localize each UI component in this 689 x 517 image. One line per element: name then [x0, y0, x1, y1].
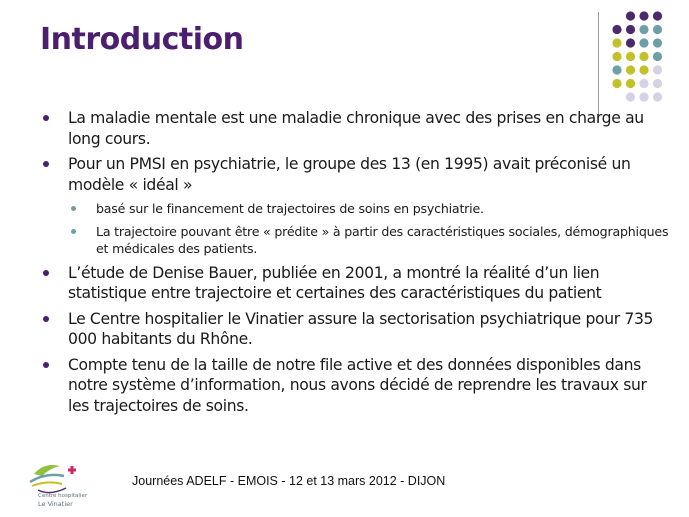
- decorative-dot: [626, 65, 635, 74]
- decorative-dot: [653, 79, 662, 88]
- decorative-dot: [653, 52, 662, 61]
- decorative-dot: [626, 38, 635, 47]
- decorative-dot: [639, 38, 648, 47]
- sub-bullet-item: La trajectoire pouvant être « prédite » à partir des caractéristiques sociales, démographiques et médicales des patients.: [40, 223, 672, 258]
- bullet-item: Compte tenu de la taille de notre file active et des données disponibles dans notre système d’information, nous avons décidé de reprendre les travaux sur les trajectoires de soins.: [40, 355, 672, 417]
- slide-body: [40, 108, 672, 421]
- decorative-dot: [626, 79, 635, 88]
- decorative-dot: [612, 79, 621, 88]
- decorative-dot: [639, 11, 648, 20]
- logo-caption: Centre hospitalier: [38, 493, 88, 499]
- slide-footer: Journées ADELF - EMOIS - 12 et 13 mars 2012 - DIJON: [132, 474, 446, 488]
- slide-title: Introduction: [40, 22, 244, 57]
- decorative-dot: [639, 79, 648, 88]
- decorative-dot: [653, 11, 662, 20]
- decorative-dot: [626, 11, 635, 20]
- decorative-dot: [639, 52, 648, 61]
- bullet-item: Le Centre hospitalier le Vinatier assure la sectorisation psychiatrique pour 735 000 habitants du Rhône.: [40, 309, 672, 350]
- decorative-dot: [653, 65, 662, 74]
- logo-caption: Le Vinatier: [38, 500, 73, 508]
- decorative-dot: [626, 25, 635, 34]
- decorative-dot: [653, 38, 662, 47]
- decorative-dot: [653, 92, 662, 101]
- decorative-dot: [626, 92, 635, 101]
- decorative-dot: [612, 38, 621, 47]
- decorative-dot: [653, 25, 662, 34]
- bullet-item: Pour un PMSI en psychiatrie, le groupe des 13 (en 1995) avait préconisé un modèle « idéal »: [40, 154, 672, 195]
- decorative-dot: [639, 92, 648, 101]
- decorative-dot: [626, 52, 635, 61]
- decorative-dot: [612, 52, 621, 61]
- decorative-dot: [612, 65, 621, 74]
- decorative-dot-grid: [0, 0, 689, 120]
- decorative-dot: [639, 65, 648, 74]
- bullet-item: La maladie mentale est une maladie chronique avec des prises en charge au long cours.: [40, 108, 672, 149]
- decorative-dot: [639, 25, 648, 34]
- sub-bullet-item: basé sur le financement de trajectoires de soins en psychiatrie.: [40, 200, 672, 218]
- bullet-item: L’étude de Denise Bauer, publiée en 2001, a montré la réalité d’un lien statistique entre trajectoire et certaines des caractéristiques du patient: [40, 263, 672, 304]
- decorative-dot: [612, 25, 621, 34]
